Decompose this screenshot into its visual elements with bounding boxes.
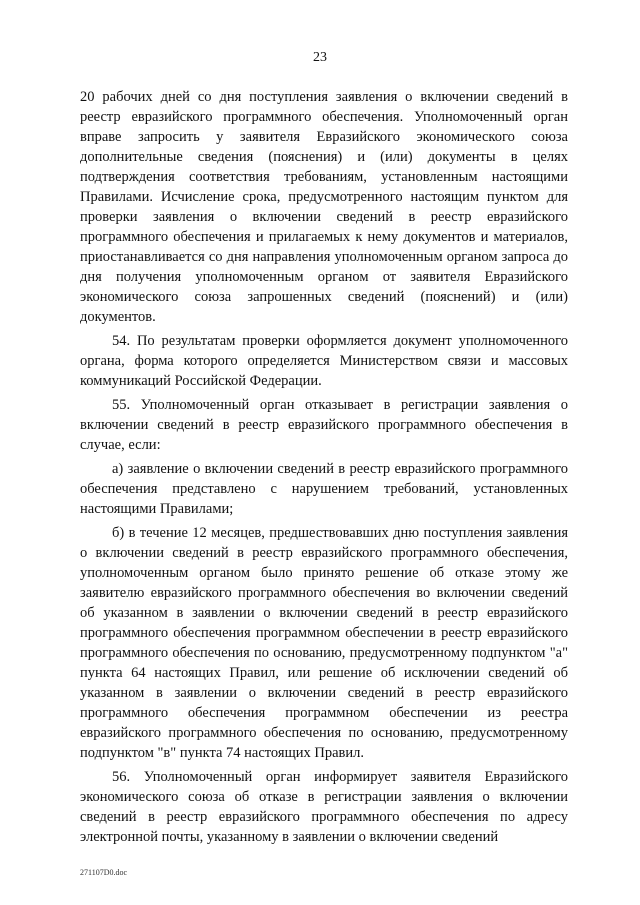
paragraph-54: 54. По результатам проверки оформляется документ уполномоченного органа, форма которого определяется Министерством связи и массовых коммуникаций Российской Федерации. (80, 333, 568, 389)
paragraph-55-a: а) заявление о включении сведений в реестр евразийского программного обеспечения представлено с нарушением требований, установленных настоящими Правилами; (80, 461, 568, 517)
page-number: 23 (313, 50, 327, 65)
paragraph-continuation: 20 рабочих дней со дня поступления заявления о включении сведений в реестр евразийского программного обеспечения. Уполномоченный орган вправе запросить у заявителя Евразийского экономического союза дополнительные сведения (пояснения) и (или) документы в целях подтверждения соответствия требованиям, установленным настоящими Правилами. Исчисление срока, предусмотренного настоящим пунктом для проверки заявления о включении сведений в реестр евразийского программного обеспечения и прилагаемых к нему документов и материалов, приостанавливается со дня направления уполномоченным органом запроса до дня получения уполномоченным органом от заявителя Евразийского экономического союза запрошенных сведений (пояснений) и (или) документов. (80, 89, 568, 325)
footer-file-name: 271107D0.doc (80, 868, 128, 877)
paragraph-56: 56. Уполномоченный орган информирует заявителя Евразийского экономического союза об отказе в регистрации заявления о включении сведений в реестр евразийского программного обеспечения по адресу электронной почты, указанному в заявлении о включении сведений (80, 769, 568, 845)
paragraph-55: 55. Уполномоченный орган отказывает в регистрации заявления о включении сведений в реестр евразийского программного обеспечения в случае, если: (80, 397, 568, 453)
paragraph-55-b: б) в течение 12 месяцев, предшествовавших дню поступления заявления о включении сведений в реестр евразийского программного обеспечения, уполномоченным органом было принято решение об отказе этому же заявителю евразийского программного обеспечения во включении сведений об указанном в заявлении о включении сведений в реестр евразийского программного обеспечения программном обеспечении в реестр евразийского программного обеспечения по основанию, предусмотренному подпунктом "а" пункта 64 настоящих Правил, или решение об исключении сведений об указанном в заявлении о включении сведений в реестр евразийского программного обеспечения программном обеспечении из реестра евразийского программного обеспечения по основанию, предусмотренному подпунктом "в" пункта 74 настоящих Правил. (80, 525, 568, 761)
document-body (80, 87, 568, 847)
